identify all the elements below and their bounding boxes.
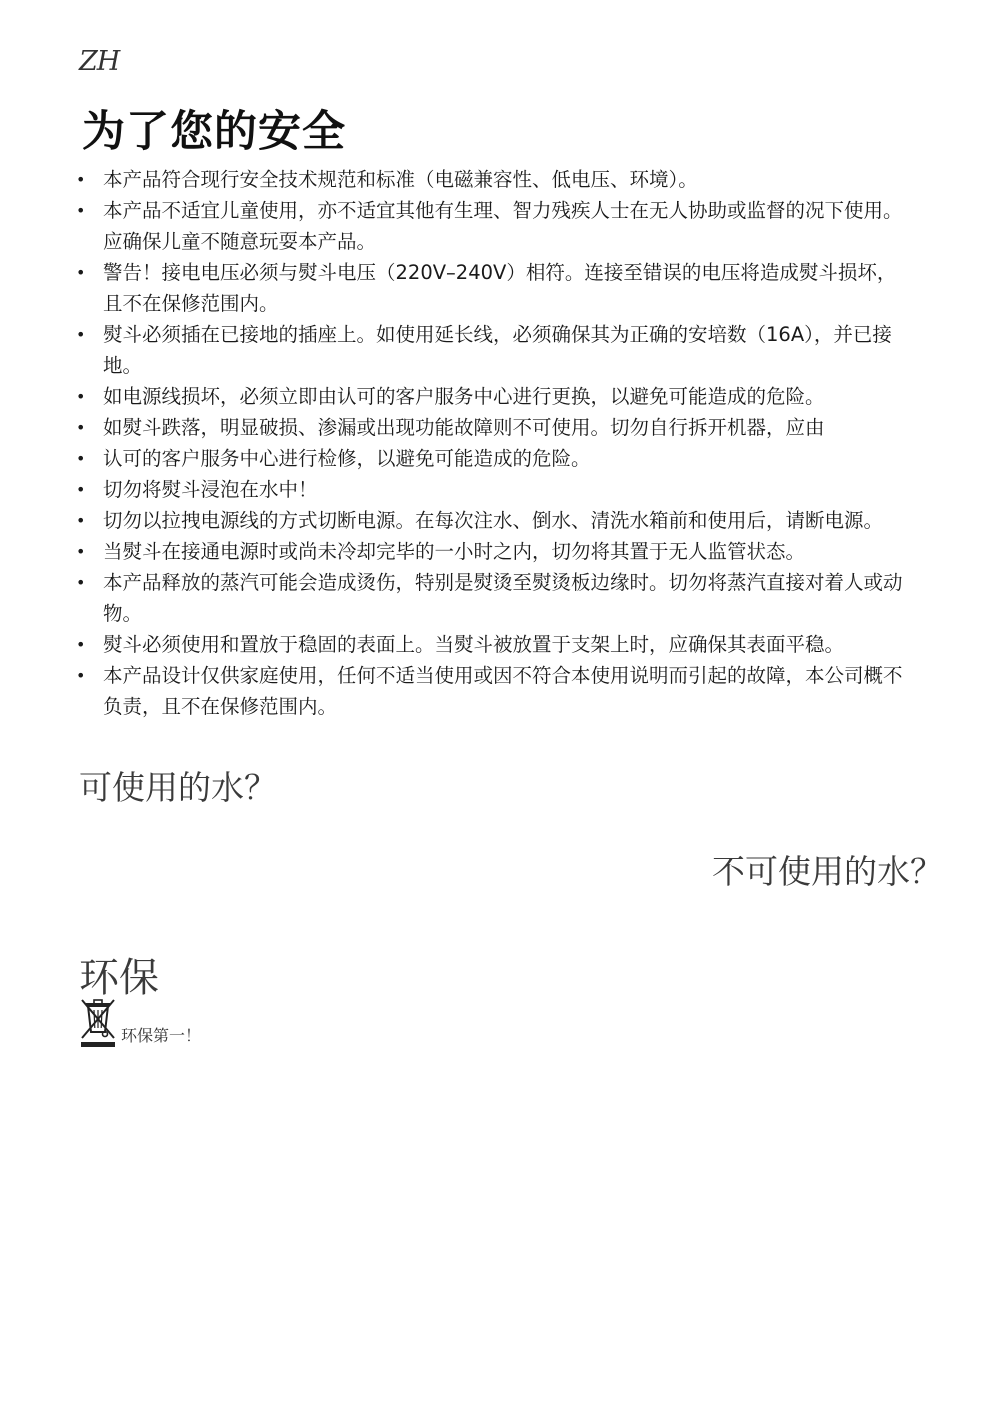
safety-item-3 [76, 257, 906, 319]
usable-water-heading: 可使用的水？ [79, 768, 277, 807]
safety-item-1 [76, 164, 906, 195]
bullet-icon: • [76, 387, 86, 406]
bullet-icon: • [76, 573, 86, 592]
safety-item-8 [76, 474, 906, 505]
safety-item-text: 切勿以拉拽电源线的方式切断电源。在每次注水、倒水、清洗水箱前和使用后，请断电源。 [103, 509, 884, 532]
bullet-icon: • [76, 263, 86, 282]
bullet-icon: • [76, 542, 86, 561]
eco-notice [79, 996, 201, 1048]
safety-item-10 [76, 536, 906, 567]
safety-item-7 [76, 443, 906, 474]
unusable-water-heading: 不可使用的水？ [712, 852, 943, 891]
safety-item-6 [76, 412, 906, 443]
safety-item-13 [76, 660, 906, 722]
eco-label: 环保第一！ [121, 1026, 202, 1045]
safety-item-text: 如熨斗跌落，明显破损、渗漏或出现功能故障则不可使用。切勿自行拆开机器，应由 [103, 416, 825, 439]
safety-item-text: 当熨斗在接通电源时或尚未冷却完毕的一小时之内，切勿将其置于无人监管状态。 [103, 540, 806, 563]
crossed-out-wheeled-bin-icon [79, 996, 117, 1048]
safety-item-text: 切勿将熨斗浸泡在水中！ [103, 478, 318, 501]
safety-item-11 [76, 567, 906, 629]
safety-item-text: 警告！接电电压必须与熨斗电压（220V–240V）相符。连接至错误的电压将造成熨斗损坏，且不在保修范围内。 [103, 261, 897, 315]
language-code: ZH [79, 46, 120, 77]
safety-item-5 [76, 381, 906, 412]
safety-item-text: 熨斗必须插在已接地的插座上。如使用延长线，必须确保其为正确的安培数（16A），并已接地。 [103, 323, 892, 377]
safety-item-text: 本产品不适宜儿童使用，亦不适宜其他有生理、智力残疾人士在无人协助或监督的况下使用。应确保儿童不随意玩耍本产品。 [103, 199, 903, 253]
safety-item-2 [76, 195, 906, 257]
bullet-icon: • [76, 511, 86, 530]
safety-instructions-list [76, 164, 906, 722]
bullet-icon: • [76, 325, 86, 344]
safety-item-9 [76, 505, 906, 536]
safety-item-text: 本产品符合现行安全技术规范和标准（电磁兼容性、低电压、环境）。 [103, 168, 698, 191]
bullet-icon: • [76, 201, 86, 220]
bullet-icon: • [76, 170, 86, 189]
bullet-icon: • [76, 666, 86, 685]
safety-item-text: 本产品释放的蒸汽可能会造成烫伤，特别是熨烫至熨烫板边缘时。切勿将蒸汽直接对着人或动物。 [103, 571, 903, 625]
bullet-icon: • [76, 480, 86, 499]
bullet-icon: • [76, 635, 86, 654]
bullet-icon: • [76, 418, 86, 437]
safety-item-text: 如电源线损坏，必须立即由认可的客户服务中心进行更换，以避免可能造成的危险。 [103, 385, 825, 408]
safety-item-text: 熨斗必须使用和置放于稳固的表面上。当熨斗被放置于支架上时，应确保其表面平稳。 [103, 633, 845, 656]
bullet-icon: • [76, 449, 86, 468]
safety-item-text: 认可的客户服务中心进行检修，以避免可能造成的危险。 [103, 447, 591, 470]
safety-item-4 [76, 319, 906, 381]
environment-heading: 环保 [79, 955, 159, 1001]
safety-item-12 [76, 629, 906, 660]
safety-item-text: 本产品设计仅供家庭使用，任何不适当使用或因不符合本使用说明而引起的故障，本公司概不负责，且不在保修范围内。 [103, 664, 903, 718]
page-title: 为了您的安全 [82, 107, 346, 157]
